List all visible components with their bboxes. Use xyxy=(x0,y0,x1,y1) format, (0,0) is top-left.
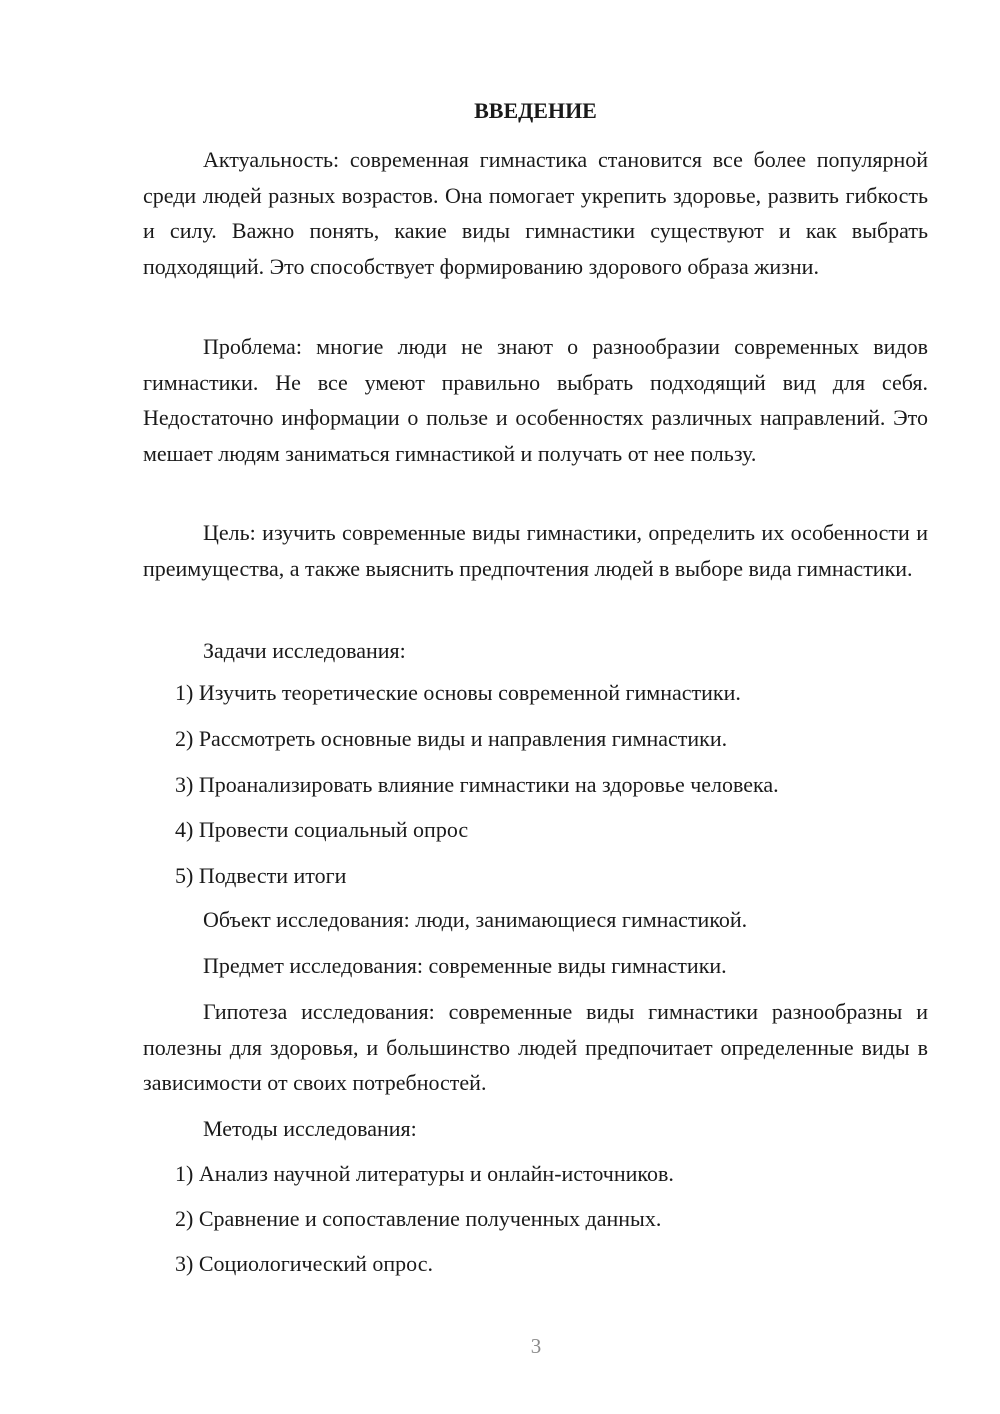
subject-paragraph: Предмет исследования: современные виды гимнастики. xyxy=(203,953,727,978)
hypothesis-paragraph: Гипотеза исследования: современные виды гимнастики разнообразны и полезны для здоровья, и большинство людей предпочитает определенные виды в зависимости от своих потребностей. xyxy=(143,999,928,1095)
page-number: 3 xyxy=(530,1334,542,1358)
task-item: 3) Проанализировать влияние гимнастики на здоровье человека. xyxy=(175,772,779,797)
goal-paragraph: Цель: изучить современные виды гимнастики, определить их особенности и преимущества, а также выяснить предпочтения людей в выборе вида гимнастики. xyxy=(143,520,928,581)
method-item: 3) Социологический опрос. xyxy=(175,1251,433,1276)
problem-paragraph: Проблема: многие люди не знают о разнообразии современных видов гимнастики. Не все умеют правильно выбрать подходящий вид для себя. Недостаточно информации о пользе и особенностях различных направлений. Это мешает людям заниматься гимнастикой и получать от нее пользу. xyxy=(143,334,928,466)
task-item: 2) Рассмотреть основные виды и направления гимнастики. xyxy=(175,726,728,751)
page-heading: ВВЕДЕНИЕ xyxy=(474,98,597,123)
tasks-title: Задачи исследования: xyxy=(203,638,406,663)
task-item: 1) Изучить теоретические основы современной гимнастики. xyxy=(175,680,741,705)
methods-title: Методы исследования: xyxy=(203,1116,417,1141)
relevance-paragraph: Актуальность: современная гимнастика становится все более популярной среди людей разных возрастов. Она помогает укрепить здоровье, развить гибкость и силу. Важно понять, какие виды гимнастики существуют и как выбрать подходящий. Это способствует формированию здорового образа жизни. xyxy=(143,147,928,279)
method-item: 2) Сравнение и сопоставление полученных данных. xyxy=(175,1206,662,1231)
object-paragraph: Объект исследования: люди, занимающиеся гимнастикой. xyxy=(203,907,748,932)
method-item: 1) Анализ научной литературы и онлайн-источников. xyxy=(175,1161,674,1186)
task-item: 5) Подвести итоги xyxy=(175,863,347,888)
task-item: 4) Провести социальный опрос xyxy=(175,817,469,842)
